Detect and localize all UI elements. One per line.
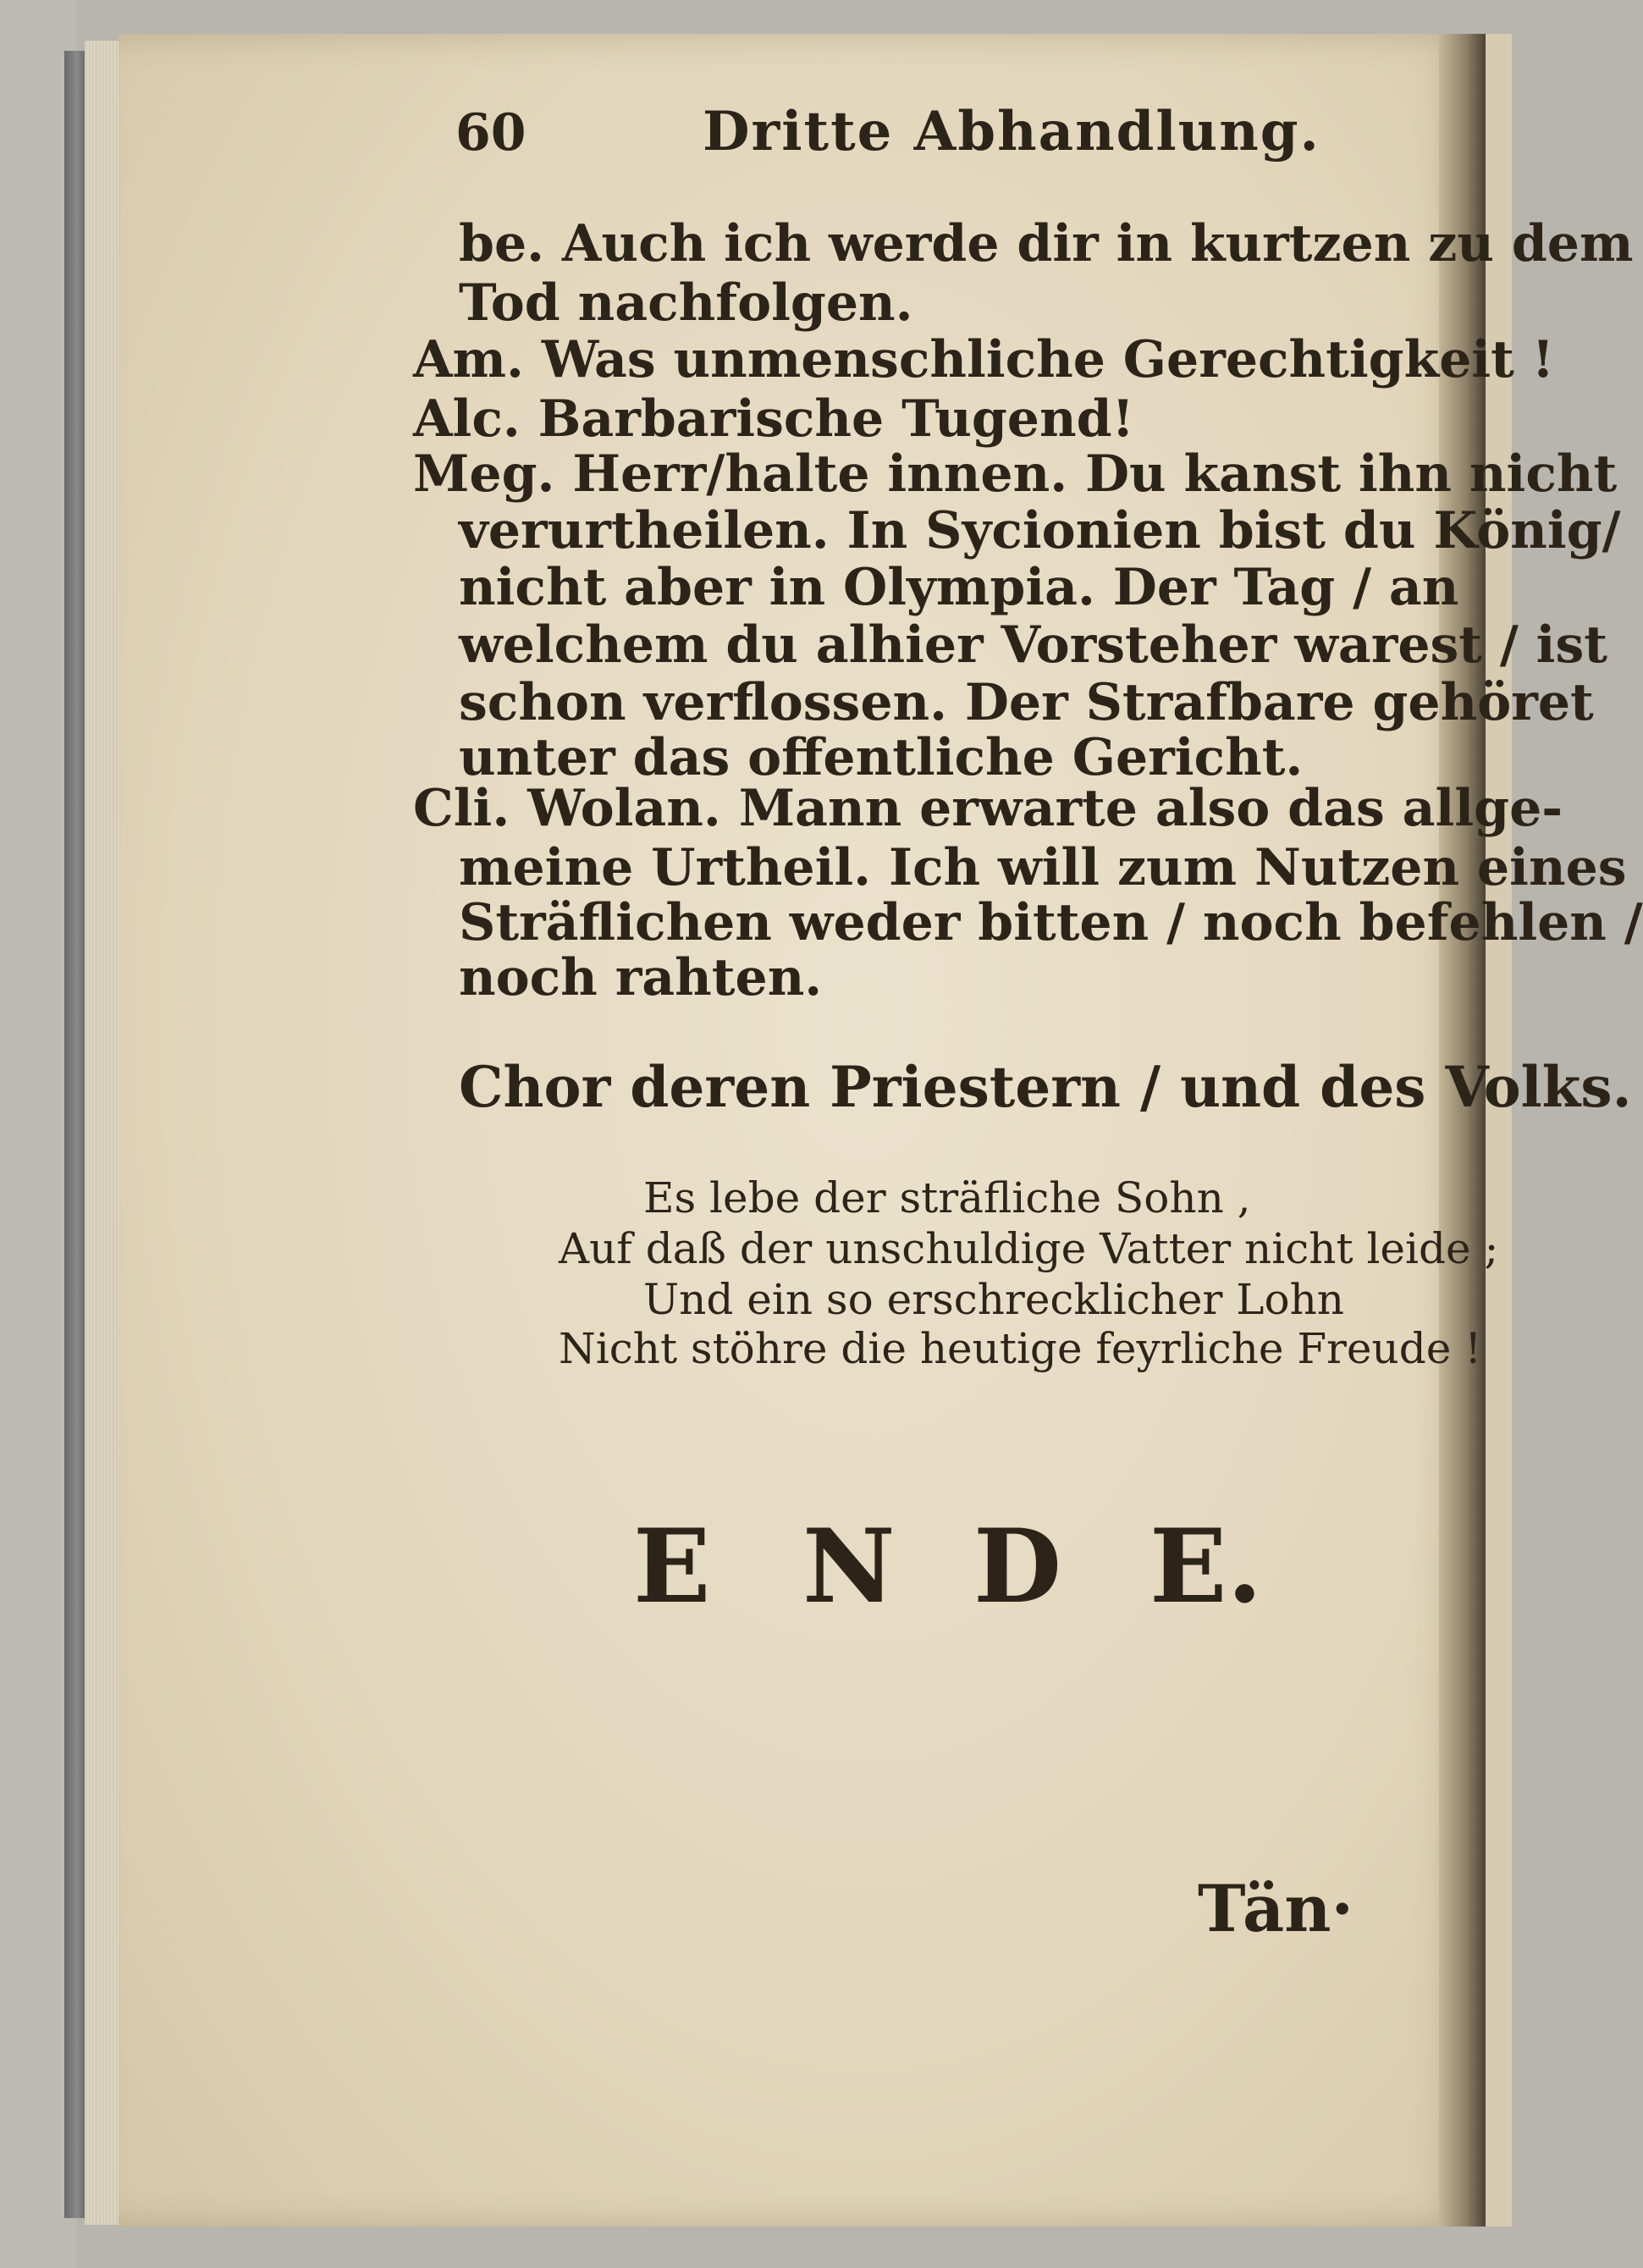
page-number: 60 <box>455 103 527 163</box>
text-line: schon verflossen. Der Strafbare gehöret <box>459 673 1594 732</box>
text-line: Sträflichen weder bitten / noch befehlen / <box>459 893 1643 952</box>
ende-letter: E. <box>1150 1507 1263 1626</box>
running-head: Dritte Abhandlung. <box>703 100 1320 163</box>
ende-letter: E <box>633 1507 711 1626</box>
verse-line: Auf daß der unschuldige Vatter nicht leide ; <box>559 1224 1499 1273</box>
text-line: Cli. Wolan. Mann erwarte also das allge- <box>413 779 1563 838</box>
text-line: Am. Was unmenschliche Gerechtigkeit ! <box>413 330 1555 389</box>
verse-line: Nicht stöhre die heutige feyrliche Freude ! <box>559 1324 1482 1373</box>
text-line: noch rahten. <box>459 948 823 1007</box>
verse-line: Und ein so erschrecklicher Lohn <box>643 1275 1345 1324</box>
text-line: unter das offentliche Gericht. <box>459 728 1304 787</box>
text-line: verurtheilen. In Sycionien bist du König/ <box>459 501 1621 560</box>
text-line: meine Urtheil. Ich will zum Nutzen eines <box>459 838 1627 897</box>
text-line: Tod nachfolgen. <box>459 273 913 333</box>
text-line: welchem du alhier Vorsteher warest / ist <box>459 615 1607 675</box>
ende-letter: D <box>973 1507 1062 1626</box>
text-line: Alc. Barbarische Tugend! <box>413 389 1134 449</box>
text-line: Meg. Herr/halte innen. Du kanst ihn nicht <box>413 444 1618 504</box>
catchword: Tän· <box>1198 1871 1354 1946</box>
text-line: be. Auch ich werde dir in kurtzen zu dem <box>459 214 1634 273</box>
chorus-heading: Chor deren Priestern / und des Volks. <box>459 1054 1632 1120</box>
verse-line: Es lebe der sträfliche Sohn , <box>643 1173 1251 1222</box>
ende-letter: N <box>802 1507 896 1626</box>
text-line: nicht aber in Olympia. Der Tag / an <box>459 558 1459 617</box>
